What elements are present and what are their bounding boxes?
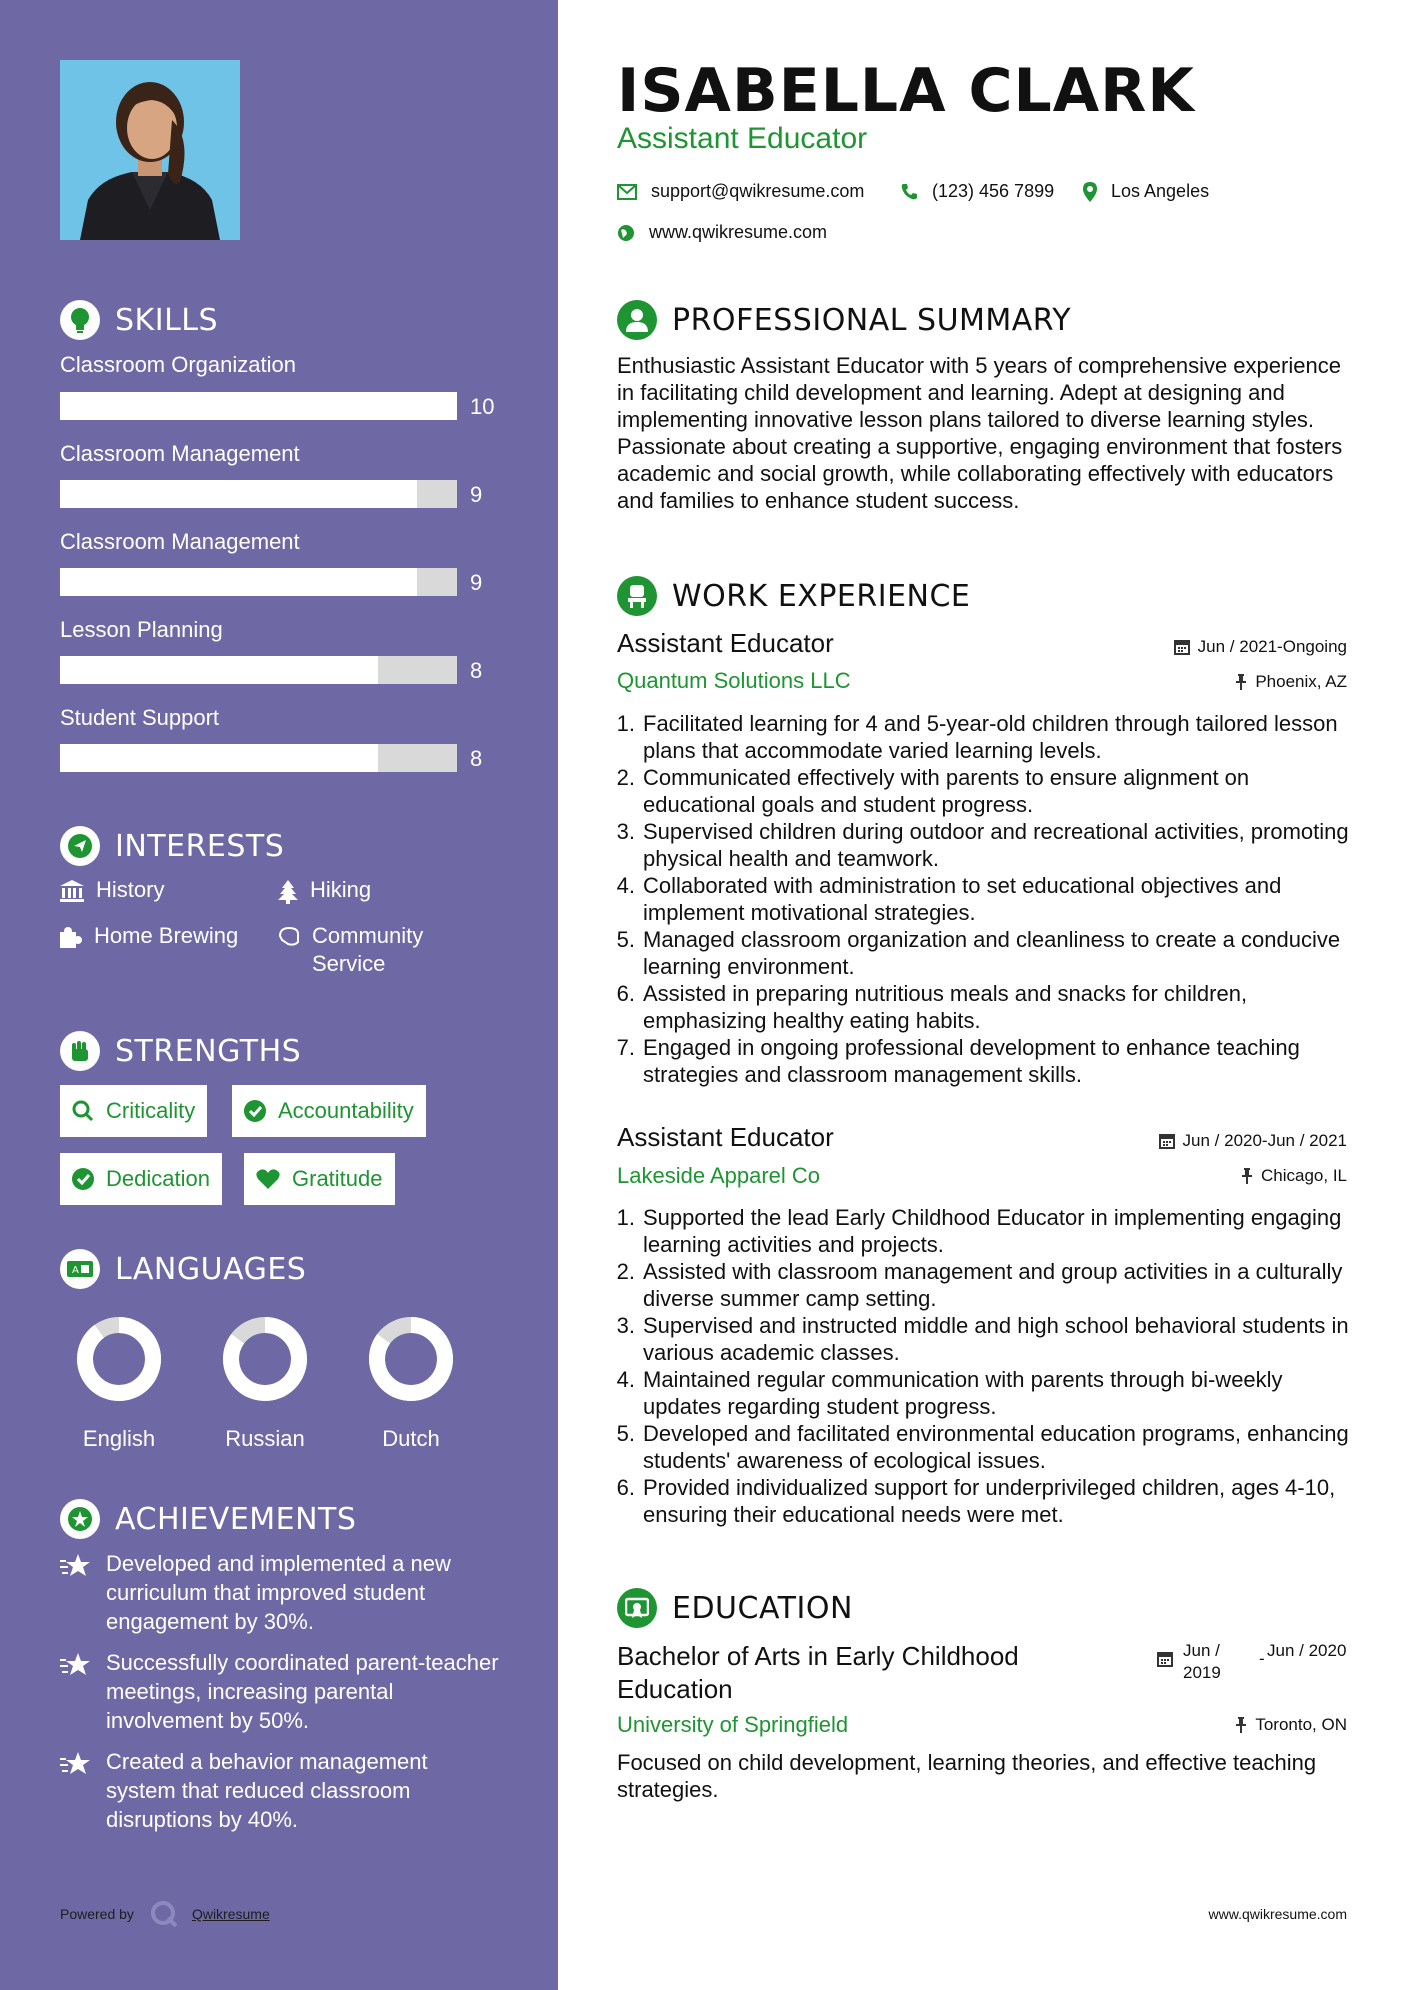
duty-item: 1. Supported the lead Early Childhood Educator in implementing engaging learning activities and projects. (616, 1205, 1342, 1257)
star-icon (60, 1751, 92, 1777)
language-name: Russian (225, 1426, 305, 1451)
duty-item: 4. Collaborated with administration to set educational objectives and implement motivational strategies. (616, 873, 1282, 925)
skill-bar (60, 480, 457, 508)
heart-icon (256, 1168, 280, 1190)
strength-label: Gratitude (292, 1166, 383, 1191)
education-title: EDUCATION (672, 1590, 853, 1626)
footer-url[interactable]: www.qwikresume.com (1208, 1906, 1347, 1922)
envelope-icon (617, 184, 637, 200)
skill-bar-fill (60, 392, 457, 420)
skills-title: SKILLS (115, 302, 219, 338)
skill-bar-fill (60, 480, 417, 508)
phone-icon (900, 183, 918, 201)
candidate-role: Assistant Educator (617, 122, 868, 155)
contact-website[interactable] (617, 222, 827, 243)
achievement-item (60, 1549, 500, 1636)
location-text: Los Angeles (1111, 181, 1210, 201)
duty-item: 3. Supervised children during outdoor and recreational activities, promoting physical health and teamwork. (616, 819, 1349, 871)
achievements-heading (60, 1499, 356, 1539)
interest-item (278, 876, 371, 904)
job-duties (607, 710, 1352, 1088)
calendar-icon (1159, 1133, 1175, 1149)
duty-item: 2. Assisted with classroom management and group activities in a culturally diverse summer camp setting. (616, 1259, 1343, 1311)
experience-title: WORK EXPERIENCE (672, 578, 971, 614)
skill-bar (60, 392, 457, 420)
strength-label: Dedication (106, 1166, 210, 1191)
duty-item: 4. Maintained regular communication with parents through bi-weekly updates regarding student progress. (616, 1367, 1283, 1419)
calendar-icon (1174, 639, 1190, 655)
duty-item: 2. Communicated effectively with parents to ensure alignment on educational goals and student progress. (616, 765, 1250, 817)
skill-value: 8 (470, 658, 483, 683)
language-name: Dutch (382, 1426, 440, 1451)
interest-item (278, 922, 478, 978)
tree-icon (278, 880, 298, 904)
strengths-heading (60, 1031, 301, 1071)
skill-bar (60, 568, 457, 596)
paper-plane-icon (60, 826, 100, 866)
duty-item: 5. Developed and facilitated environmental education programs, enhancing students' awareness of ecological issues. (616, 1421, 1349, 1473)
strength-badge (232, 1085, 426, 1137)
job-location-text: Phoenix, AZ (1255, 672, 1347, 691)
edu-location-text: Toronto, ON (1255, 1715, 1347, 1734)
strength-label: Accountability (278, 1098, 414, 1123)
skill-bar (60, 656, 457, 684)
check-circle-icon (244, 1100, 266, 1122)
contact-phone[interactable] (900, 181, 1054, 202)
language-name: English (82, 1426, 156, 1451)
star-icon (60, 1553, 92, 1579)
pushpin-icon (1235, 674, 1247, 690)
strength-badge (244, 1153, 395, 1205)
achievement-item (60, 1648, 500, 1735)
summary-title: PROFESSIONAL SUMMARY (672, 302, 1072, 338)
email-text: support@qwikresume.com (651, 181, 865, 201)
experience-heading (617, 576, 970, 616)
check-circle-icon (72, 1168, 94, 1190)
search-icon (72, 1100, 94, 1122)
strengths-title: STRENGTHS (115, 1033, 302, 1069)
puzzle-icon (60, 926, 82, 948)
phone-text: (123) 456 7899 (932, 181, 1055, 201)
hand-icon (278, 926, 300, 946)
achievement-text: Created a behavior management system that reduced classroom disruptions by 40%. (106, 1749, 428, 1832)
duty-item: 5. Managed classroom organization and cleanliness to create a conducive learning environment. (616, 927, 1341, 979)
duty-item: 6. Provided individualized support for underprivileged children, ages 4-10, ensuring their educational needs were met. (616, 1475, 1336, 1527)
degree-title: Bachelor of Arts in Early Childhood Education (617, 1641, 1019, 1704)
language-item (356, 1314, 466, 1452)
job-date (1174, 637, 1347, 657)
website-text: www.qwikresume.com (649, 222, 828, 242)
contact-email[interactable] (617, 181, 864, 202)
achievement-text: Developed and implemented a new curriculum that improved student engagement by 30%. (106, 1551, 451, 1634)
summary-heading (617, 300, 1071, 340)
duty-item: 6. Assisted in preparing nutritious meals and snacks for children, emphasizing healthy eating habits. (616, 981, 1248, 1033)
interest-label: Home Brewing (94, 923, 239, 948)
job-location-text: Chicago, IL (1261, 1166, 1347, 1185)
sidebar (0, 0, 558, 1990)
interests-title: INTERESTS (115, 828, 285, 864)
skill-name: Student Support (60, 705, 220, 730)
skill-bar-fill (60, 744, 378, 772)
duty-item: 7. Engaged in ongoing professional development to enhance teaching strategies and classroom management skills. (616, 1035, 1300, 1087)
strength-label: Criticality (106, 1098, 196, 1123)
edu-date-end: Jun / 2020 (1267, 1641, 1347, 1660)
languages-title: LANGUAGES (115, 1251, 307, 1287)
language-ring (220, 1314, 310, 1404)
interest-item (60, 922, 238, 950)
pushpin-icon (1235, 1717, 1247, 1733)
contact-location (1083, 181, 1209, 202)
job-date-text: Jun / 2021-Ongoing (1197, 637, 1347, 656)
skill-name: Classroom Management (60, 441, 300, 466)
qwikresume-link[interactable]: Qwikresume (191, 1906, 270, 1922)
school-name: University of Springfield (617, 1712, 849, 1737)
education-description: Focused on child development, learning theories, and effective teaching strategies. (617, 1750, 1317, 1802)
achievement-text: Successfully coordinated parent-teacher meetings, increasing parental involvement by 50%. (106, 1650, 499, 1733)
summary-text: Enthusiastic Assistant Educator with 5 years of comprehensive experience in facilitating child development and learning. Adept at designing and implementing innovative lesson plans tailored to diverse learning styles. Passionate about creating a supportive, engaging environment that fosters academic and social growth, while collaborating effectively with educators and families to enhance student success. (617, 353, 1343, 513)
education-heading (617, 1588, 853, 1628)
interest-item (60, 876, 164, 904)
skill-value: 9 (470, 482, 483, 507)
powered-by (60, 1900, 270, 1928)
achievement-item (60, 1747, 500, 1834)
candidate-name: ISABELLA CLARK (617, 56, 1195, 126)
job-location (1241, 1166, 1347, 1186)
profile-photo (60, 60, 240, 240)
duty-item: 3. Supervised and instructed middle and high school behavioral students in various academic classes. (616, 1313, 1349, 1365)
job-title: Assistant Educator (617, 628, 834, 658)
lightbulb-icon (60, 300, 100, 340)
edu-location (1235, 1715, 1347, 1735)
skill-value: 10 (470, 394, 495, 419)
svg-text:A: A (72, 1265, 79, 1276)
job-location (1235, 672, 1347, 692)
powered-by-label: Powered by (60, 1906, 134, 1922)
calendar-icon (1157, 1651, 1173, 1667)
language-ring (74, 1314, 164, 1404)
map-pin-icon (1083, 182, 1097, 202)
skills-heading (60, 300, 218, 340)
duty-item: 1. Facilitated learning for 4 and 5-year-old children through tailored lesson plans that accommodate varied learning levels. (616, 711, 1338, 763)
job-duties (607, 1204, 1352, 1528)
language-item (64, 1314, 174, 1452)
edu-date-start: Jun / 2019 (1183, 1641, 1221, 1682)
user-icon (617, 300, 657, 340)
museum-icon (60, 880, 84, 902)
language-item (210, 1314, 320, 1452)
skill-value: 8 (470, 746, 483, 771)
globe-icon (617, 224, 635, 242)
skill-value: 9 (470, 570, 483, 595)
strength-badge (60, 1153, 222, 1205)
skill-name: Classroom Management (60, 529, 300, 554)
job-title: Assistant Educator (617, 1122, 834, 1152)
job-date-text: Jun / 2020-Jun / 2021 (1182, 1131, 1347, 1150)
skill-name: Classroom Organization (60, 352, 296, 377)
interest-label: Community Service (312, 923, 424, 976)
job-date (1159, 1131, 1347, 1151)
skill-bar (60, 744, 457, 772)
language-ring (366, 1314, 456, 1404)
star-badge-icon (60, 1499, 100, 1539)
fist-icon (60, 1031, 100, 1071)
skill-bar-fill (60, 568, 417, 596)
interest-label: History (96, 877, 165, 902)
job-company: Quantum Solutions LLC (617, 668, 851, 693)
interests-heading (60, 826, 284, 866)
edu-date-separator: - (1259, 1649, 1265, 1668)
strength-badge (60, 1085, 207, 1137)
pushpin-icon (1241, 1168, 1253, 1184)
skill-name: Lesson Planning (60, 617, 223, 642)
certificate-icon (617, 1588, 657, 1628)
language-icon (60, 1249, 100, 1289)
languages-heading (60, 1249, 306, 1289)
chair-icon (617, 576, 657, 616)
skill-bar-fill (60, 656, 378, 684)
interest-label: Hiking (310, 877, 372, 902)
achievements-title: ACHIEVEMENTS (115, 1501, 357, 1537)
star-icon (60, 1652, 92, 1678)
job-company: Lakeside Apparel Co (617, 1163, 821, 1188)
qwikresume-logo-icon (150, 1900, 178, 1928)
